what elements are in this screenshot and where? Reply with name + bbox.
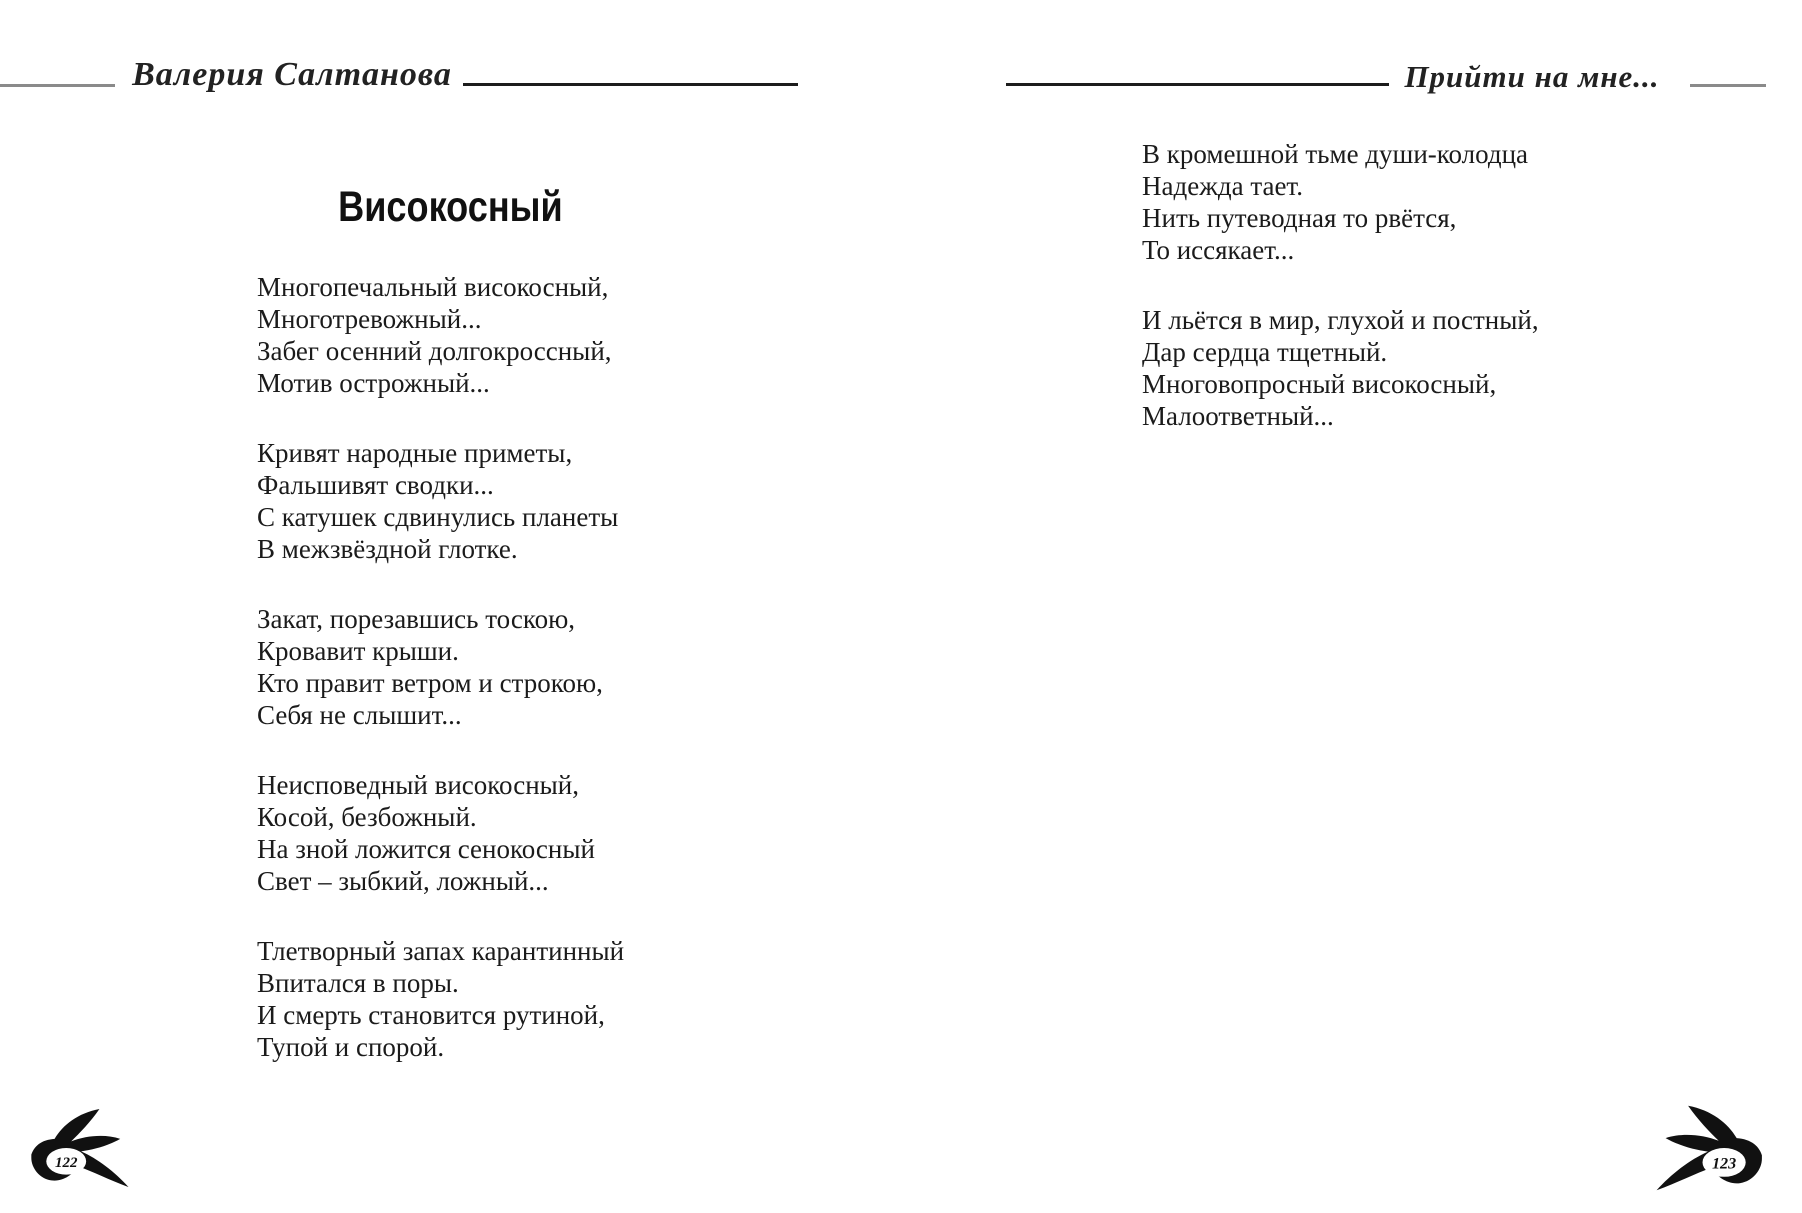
poem-line: Закат, порезавшись тоскою, [257, 604, 575, 634]
swallow-silhouette [1657, 1106, 1762, 1191]
running-header-author: Валерия Салтанова [132, 56, 452, 93]
poem-line: На зной ложится сенокосный [257, 834, 595, 864]
poem-line: Тупой и спорой. [257, 1032, 445, 1062]
swallow-icon [28, 1103, 136, 1193]
header-rule-right-dark [1006, 83, 1389, 86]
poem-line: Многовопросный високосный, [1142, 369, 1497, 399]
poem-line: Надежда тает. [1142, 171, 1303, 201]
poem-line: Неисповедный високосный, [257, 770, 579, 800]
poem-line: То иссякает... [1142, 235, 1295, 265]
poem-right-column [1142, 138, 1539, 470]
poem-line: Забег осенний долгокроссный, [257, 336, 612, 366]
poem-title: Високосный [338, 183, 563, 231]
poem-line: И смерть становится рутиной, [257, 1000, 605, 1030]
poem-line: Фальшивят сводки... [257, 470, 494, 500]
poem-line: Мотив острожный... [257, 368, 490, 398]
page-number-right: 123 [1711, 1154, 1737, 1173]
stanza [257, 769, 624, 897]
stanza [257, 603, 624, 731]
poem-line: Нить путеводная то рвётся, [1142, 203, 1457, 233]
swallow-icon [1648, 1103, 1766, 1193]
poem-line: Кровавит крыши. [257, 636, 459, 666]
swallow-silhouette [31, 1109, 128, 1187]
poem-line: Впитался в поры. [257, 968, 459, 998]
stanza [257, 271, 624, 399]
header-rule-left-dark [463, 83, 798, 86]
page-number-left: 122 [55, 1155, 78, 1172]
poem-line: В межзвёздной глотке. [257, 534, 518, 564]
stanza [1142, 304, 1539, 432]
poem-line: Тлетворный запах карантинный [257, 936, 625, 966]
poem-line: Дар сердца тщетный. [1142, 337, 1388, 367]
poem-line: И льётся в мир, глухой и постный, [1142, 305, 1539, 335]
running-header-book-title: Прийти на мне... [1404, 59, 1660, 94]
stanza [257, 437, 624, 565]
poem-line: В кромешной тьме души-колодца [1142, 139, 1529, 169]
header-rule-left-gray [0, 84, 115, 87]
stanza [1142, 138, 1539, 266]
poem-line: С катушек сдвинулись планеты [257, 502, 619, 532]
poem-line: Многотревожный... [257, 304, 482, 334]
poem-line: Кривят народные приметы, [257, 438, 573, 468]
poem-line: Малоответный... [1142, 401, 1334, 431]
stanza [257, 935, 624, 1063]
header-rule-right-gray [1690, 84, 1766, 87]
poem-left-column [257, 271, 624, 1101]
poem-line: Косой, безбожный. [257, 802, 477, 832]
poem-line: Многопечальный високосный, [257, 272, 609, 302]
poem-line: Себя не слышит... [257, 700, 462, 730]
poem-line: Кто правит ветром и строкою, [257, 668, 603, 698]
poem-line: Свет – зыбкий, ложный... [257, 866, 549, 896]
